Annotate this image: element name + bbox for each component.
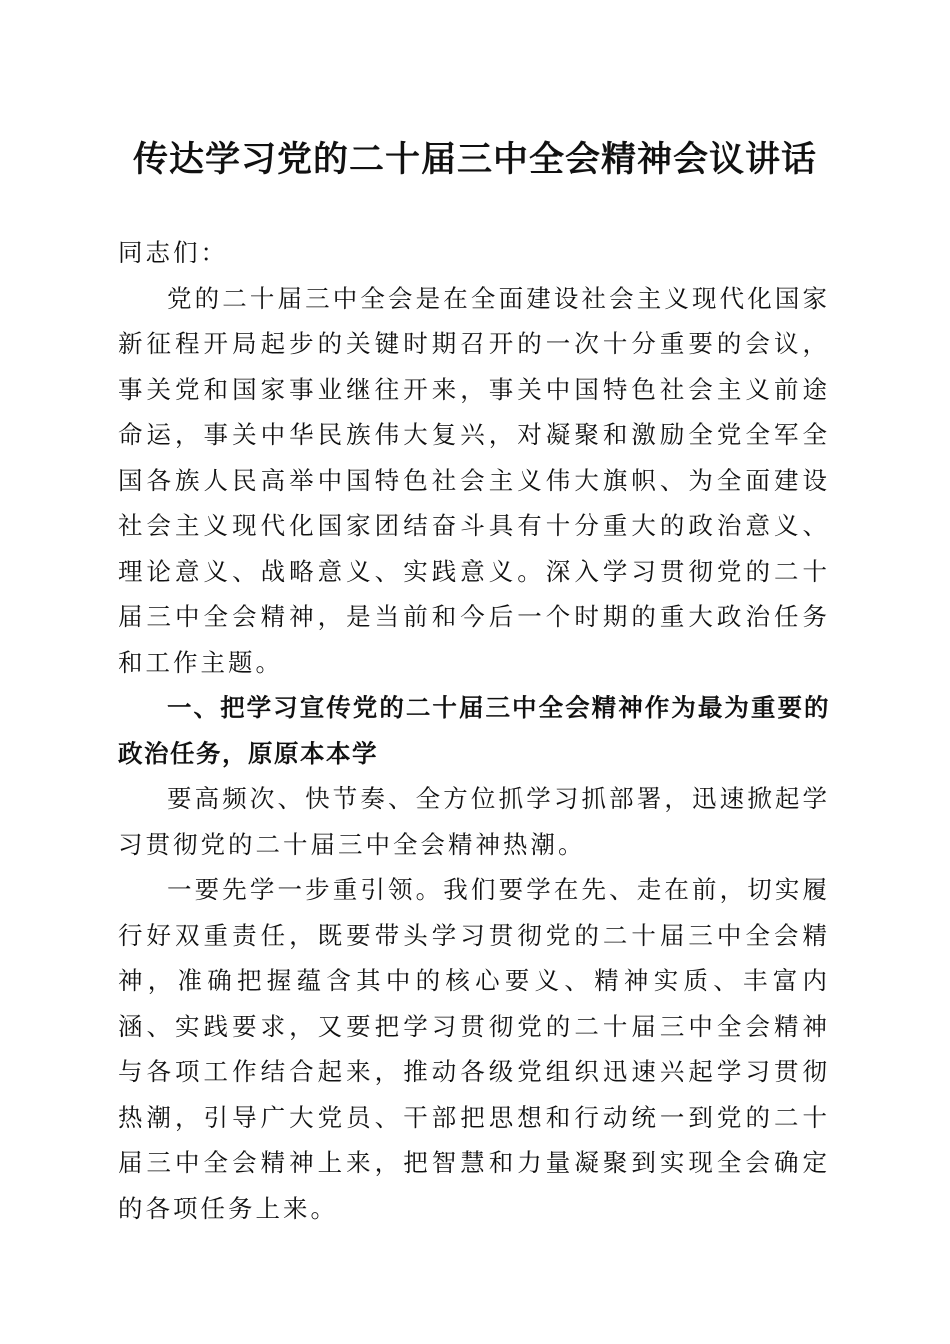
section-1-paragraph-2: 一要先学一步重引领。我们要学在先、走在前，切实履行好双重责任，既要带头学习贯彻党的二十届三中全会精神，准确把握蕴含其中的核心要义、精神实质、丰富内涵、实践要求，又要把学习贯彻党的二十届三中全会精神与各项工作结合起来，推动各级党组织迅速兴起学习贯彻热潮，引导广大党员、干部把思想和行动统一到党的二十届三中全会精神上来，把智慧和力量凝聚到实现全会确定的各项任务上来。 xyxy=(118,875,830,1223)
salutation: 同志们： xyxy=(118,238,228,267)
section-1-paragraph-1: 要高频次、快节奏、全方位抓学习抓部署，迅速掀起学习贯彻党的二十届三中全会精神热潮。 xyxy=(118,784,830,859)
document-title: 传达学习党的二十届三中全会精神会议讲话 xyxy=(132,139,817,180)
intro-paragraph: 党的二十届三中全会是在全面建设社会主义现代化国家新征程开局起步的关键时期召开的一次十分重要的会议，事关党和国家事业继往开来，事关中国特色社会主义前途命运，事关中华民族伟大复兴，对凝聚和激励全党全军全国各族人民高举中国特色社会主义伟大旗帜、为全面建设社会主义现代化国家团结奋斗具有十分重大的政治意义、理论意义、战略意义、实践意义。深入学习贯彻党的二十届三中全会精神，是当前和今后一个时期的重大政治任务和工作主题。 xyxy=(118,283,830,677)
document-body xyxy=(118,230,830,1231)
section-heading-1: 一、把学习宣传党的二十届三中全会精神作为最为重要的政治任务，原原本本学 xyxy=(118,693,830,768)
